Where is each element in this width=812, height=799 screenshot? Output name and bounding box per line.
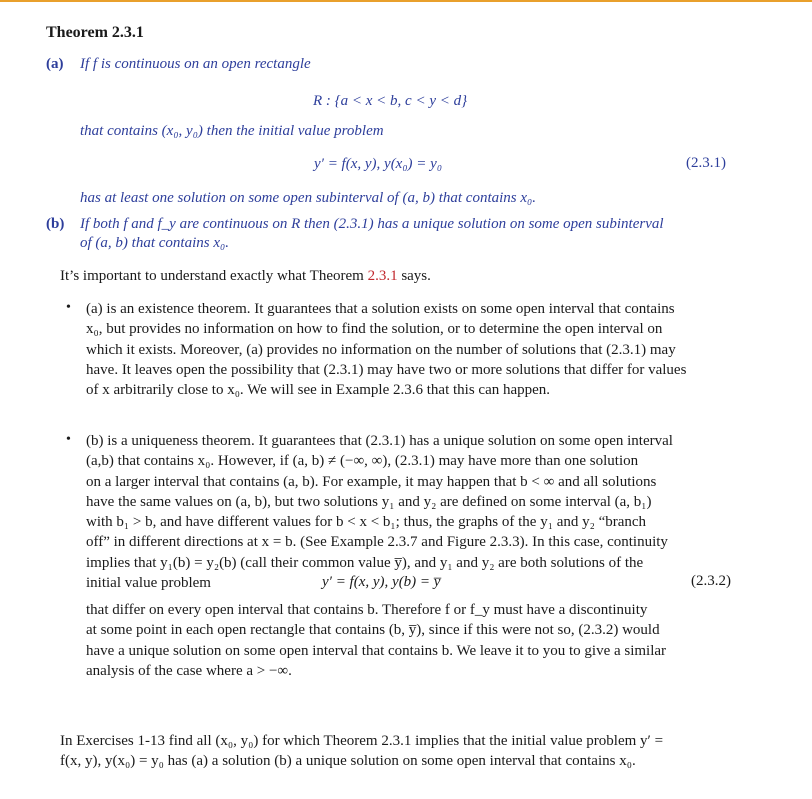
bullet-b-line: on a larger interval that contains (a, b). For example, it may happen that b < ∞ and all solutions — [86, 473, 657, 490]
bullet-a-marker: • — [66, 300, 71, 315]
bullet-b-line: have the same values on (a, b), but two solutions y₁ and y₂ are defined on some interval (a, b₁) — [86, 493, 652, 510]
bullet-a-line: have. It leaves open the possibility that (2.3.1) may have two or more solutions that differ for values — [86, 361, 687, 378]
theorem-ref-link[interactable]: 2.3.1 — [367, 268, 398, 284]
bullet-b-continuation — [86, 600, 746, 681]
bullet-b-after-line: have a unique solution on some open interval that contains b. We leave it to you to give a similar — [86, 642, 667, 659]
bullet-b-line: off” in different directions at x = b. (See Example 2.3.7 and Figure 2.3.3). In this case, continuity — [86, 534, 668, 551]
part-a-text: If f is continuous on an open rectangle — [80, 56, 311, 72]
part-b-line-1: If both f and f_y are continuous on R then (2.3.1) has a unique solution on some open subinterval — [80, 216, 664, 232]
bullet-a-paragraph — [86, 299, 746, 400]
ivp-equation: y′ = f(x, y), y(x₀) = y₀ — [314, 156, 443, 172]
contains-text: that contains (x₀, y₀) then the initial value problem — [80, 123, 384, 139]
bullet-b-line: with b₁ > b, and have different values for b < x < b₁; thus, the graphs of the y₁ and y₂ “branch — [86, 514, 647, 531]
bullet-b-marker: • — [66, 432, 71, 447]
part-b-line-2: of (a, b) that contains x₀. — [80, 235, 229, 251]
intro-after: says. — [397, 268, 431, 284]
bullet-b-line: implies that y₁(b) = y₂(b) (call their common value y̅), and y₁ and y₂ are both solutions of the — [86, 554, 644, 571]
bullet-a-line: of x arbitrarily close to x₀. We will see in Example 2.3.6 that this can happen. — [86, 382, 551, 399]
exercises-line-1: In Exercises 1-13 find all (x₀, y₀) for which Theorem 2.3.1 implies that the initial value problem y′ = — [60, 733, 664, 749]
exercises-paragraph — [60, 731, 750, 772]
equation-number-2-3-2: (2.3.2) — [691, 573, 731, 589]
bullet-a-line: which it exists. Moreover, (a) provides no information on the number of solutions that (2.3.1) may — [86, 341, 676, 358]
rectangle-equation: R : {a < x < b, c < y < d} — [313, 93, 468, 109]
bullet-b-line: (b) is a uniqueness theorem. It guarantees that (2.3.1) has a unique solution on some open interval — [86, 433, 673, 449]
bullet-a-line: x₀, but provides no information on how to find the solution, or to determine the open interval on — [86, 321, 663, 338]
part-b-label: (b) — [46, 216, 65, 232]
bullet-b-line: initial value problem — [86, 575, 211, 592]
bullet-b-after-line: analysis of the case where a > −∞. — [86, 662, 292, 679]
intro-before: It’s important to understand exactly what Theorem — [60, 268, 368, 284]
bullet-b-after-line: that differ on every open interval that contains b. Therefore f or f_y must have a discontinuity — [86, 602, 648, 618]
equation-2-3-2: y′ = f(x, y), y(b) = y̅ — [322, 574, 441, 590]
top-rule — [0, 0, 812, 2]
bullet-b-after-line: at some point in each open rectangle that contains (b, y̅), since if this were not so, (2.3.2) would — [86, 622, 660, 639]
bullet-b-paragraph — [86, 431, 746, 593]
intro-sentence — [60, 267, 431, 285]
bullet-a-line: (a) is an existence theorem. It guarantees that a solution exists on some open interval that contains — [86, 301, 675, 317]
theorem-title: Theorem 2.3.1 — [46, 24, 144, 41]
exercises-line-2: f(x, y), y(x₀) = y₀ has (a) a solution (b) a unique solution on some open interval that contains x₀. — [60, 753, 636, 770]
part-a-label: (a) — [46, 56, 64, 72]
equation-number-2-3-1: (2.3.1) — [686, 155, 726, 171]
bullet-b-line: (a,b) that contains x₀. However, if (a, b) ≠ (−∞, ∞), (2.3.1) may have more than one solution — [86, 453, 639, 470]
part-a-conclusion: has at least one solution on some open subinterval of (a, b) that contains x₀. — [80, 190, 537, 206]
